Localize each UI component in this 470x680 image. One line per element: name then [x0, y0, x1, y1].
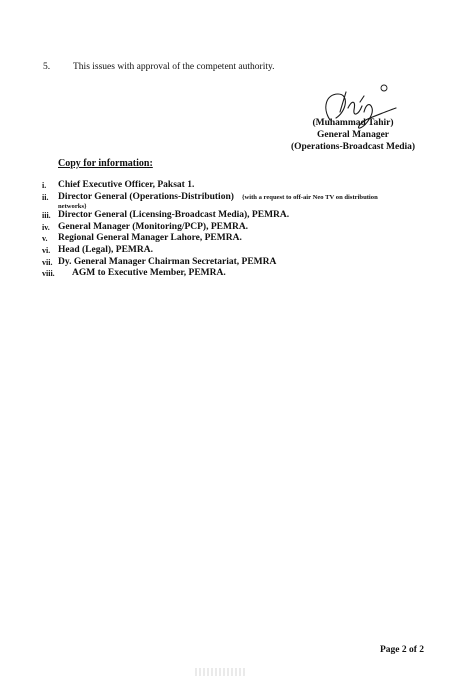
- list-text: Head (Legal), PEMRA.: [58, 244, 153, 255]
- list-marker: vi.: [42, 245, 51, 255]
- list-marker: v.: [42, 234, 48, 244]
- list-item: [42, 180, 442, 192]
- signature-block: [268, 117, 438, 153]
- list-note: {with a request to off-air Neo TV on distribution: [241, 193, 378, 201]
- list-marker: iii.: [42, 211, 51, 221]
- paragraph-5: [43, 62, 274, 72]
- list-item: [42, 257, 442, 269]
- list-text: Director General (Operations-Distribution): [58, 191, 234, 202]
- list-marker: i.: [42, 181, 47, 190]
- list-text: Dy. General Manager Chairman Secretariat, PEMRA: [58, 256, 277, 267]
- signatory-title: General Manager: [316, 130, 390, 140]
- paragraph-number: 5.: [43, 62, 51, 72]
- list-text: General Manager (Monitoring/PCP), PEMRA.: [58, 221, 249, 232]
- list-note-continuation: networks}: [58, 203, 87, 211]
- list-marker: viii.: [42, 269, 55, 279]
- scan-artifact: [195, 668, 245, 676]
- list-text: AGM to Executive Member, PEMRA.: [72, 268, 226, 279]
- list-item: [42, 245, 442, 257]
- list-marker: iv.: [42, 222, 50, 232]
- signatory-name: (Muhammad Tahir): [312, 118, 394, 128]
- paragraph-text: This issues with approval of the competent authority.: [73, 62, 275, 72]
- list-item: [42, 268, 442, 280]
- list-item: [42, 210, 442, 222]
- signatory-department: (Operations-Broadcast Media): [290, 142, 416, 152]
- list-item: [42, 233, 442, 245]
- copy-for-information-heading: Copy for information:: [58, 158, 153, 169]
- list-text: Chief Executive Officer, Paksat 1.: [58, 180, 195, 190]
- list-item: [42, 192, 442, 211]
- copy-list: [42, 180, 442, 280]
- page-number: Page 2 of 2: [380, 645, 425, 655]
- list-text: Regional General Manager Lahore, PEMRA.: [58, 233, 242, 244]
- list-text: Director General (Licensing-Broadcast Media), PEMRA.: [58, 210, 290, 221]
- list-marker: ii.: [42, 192, 49, 202]
- list-item: [42, 222, 442, 234]
- list-marker: vii.: [42, 257, 53, 267]
